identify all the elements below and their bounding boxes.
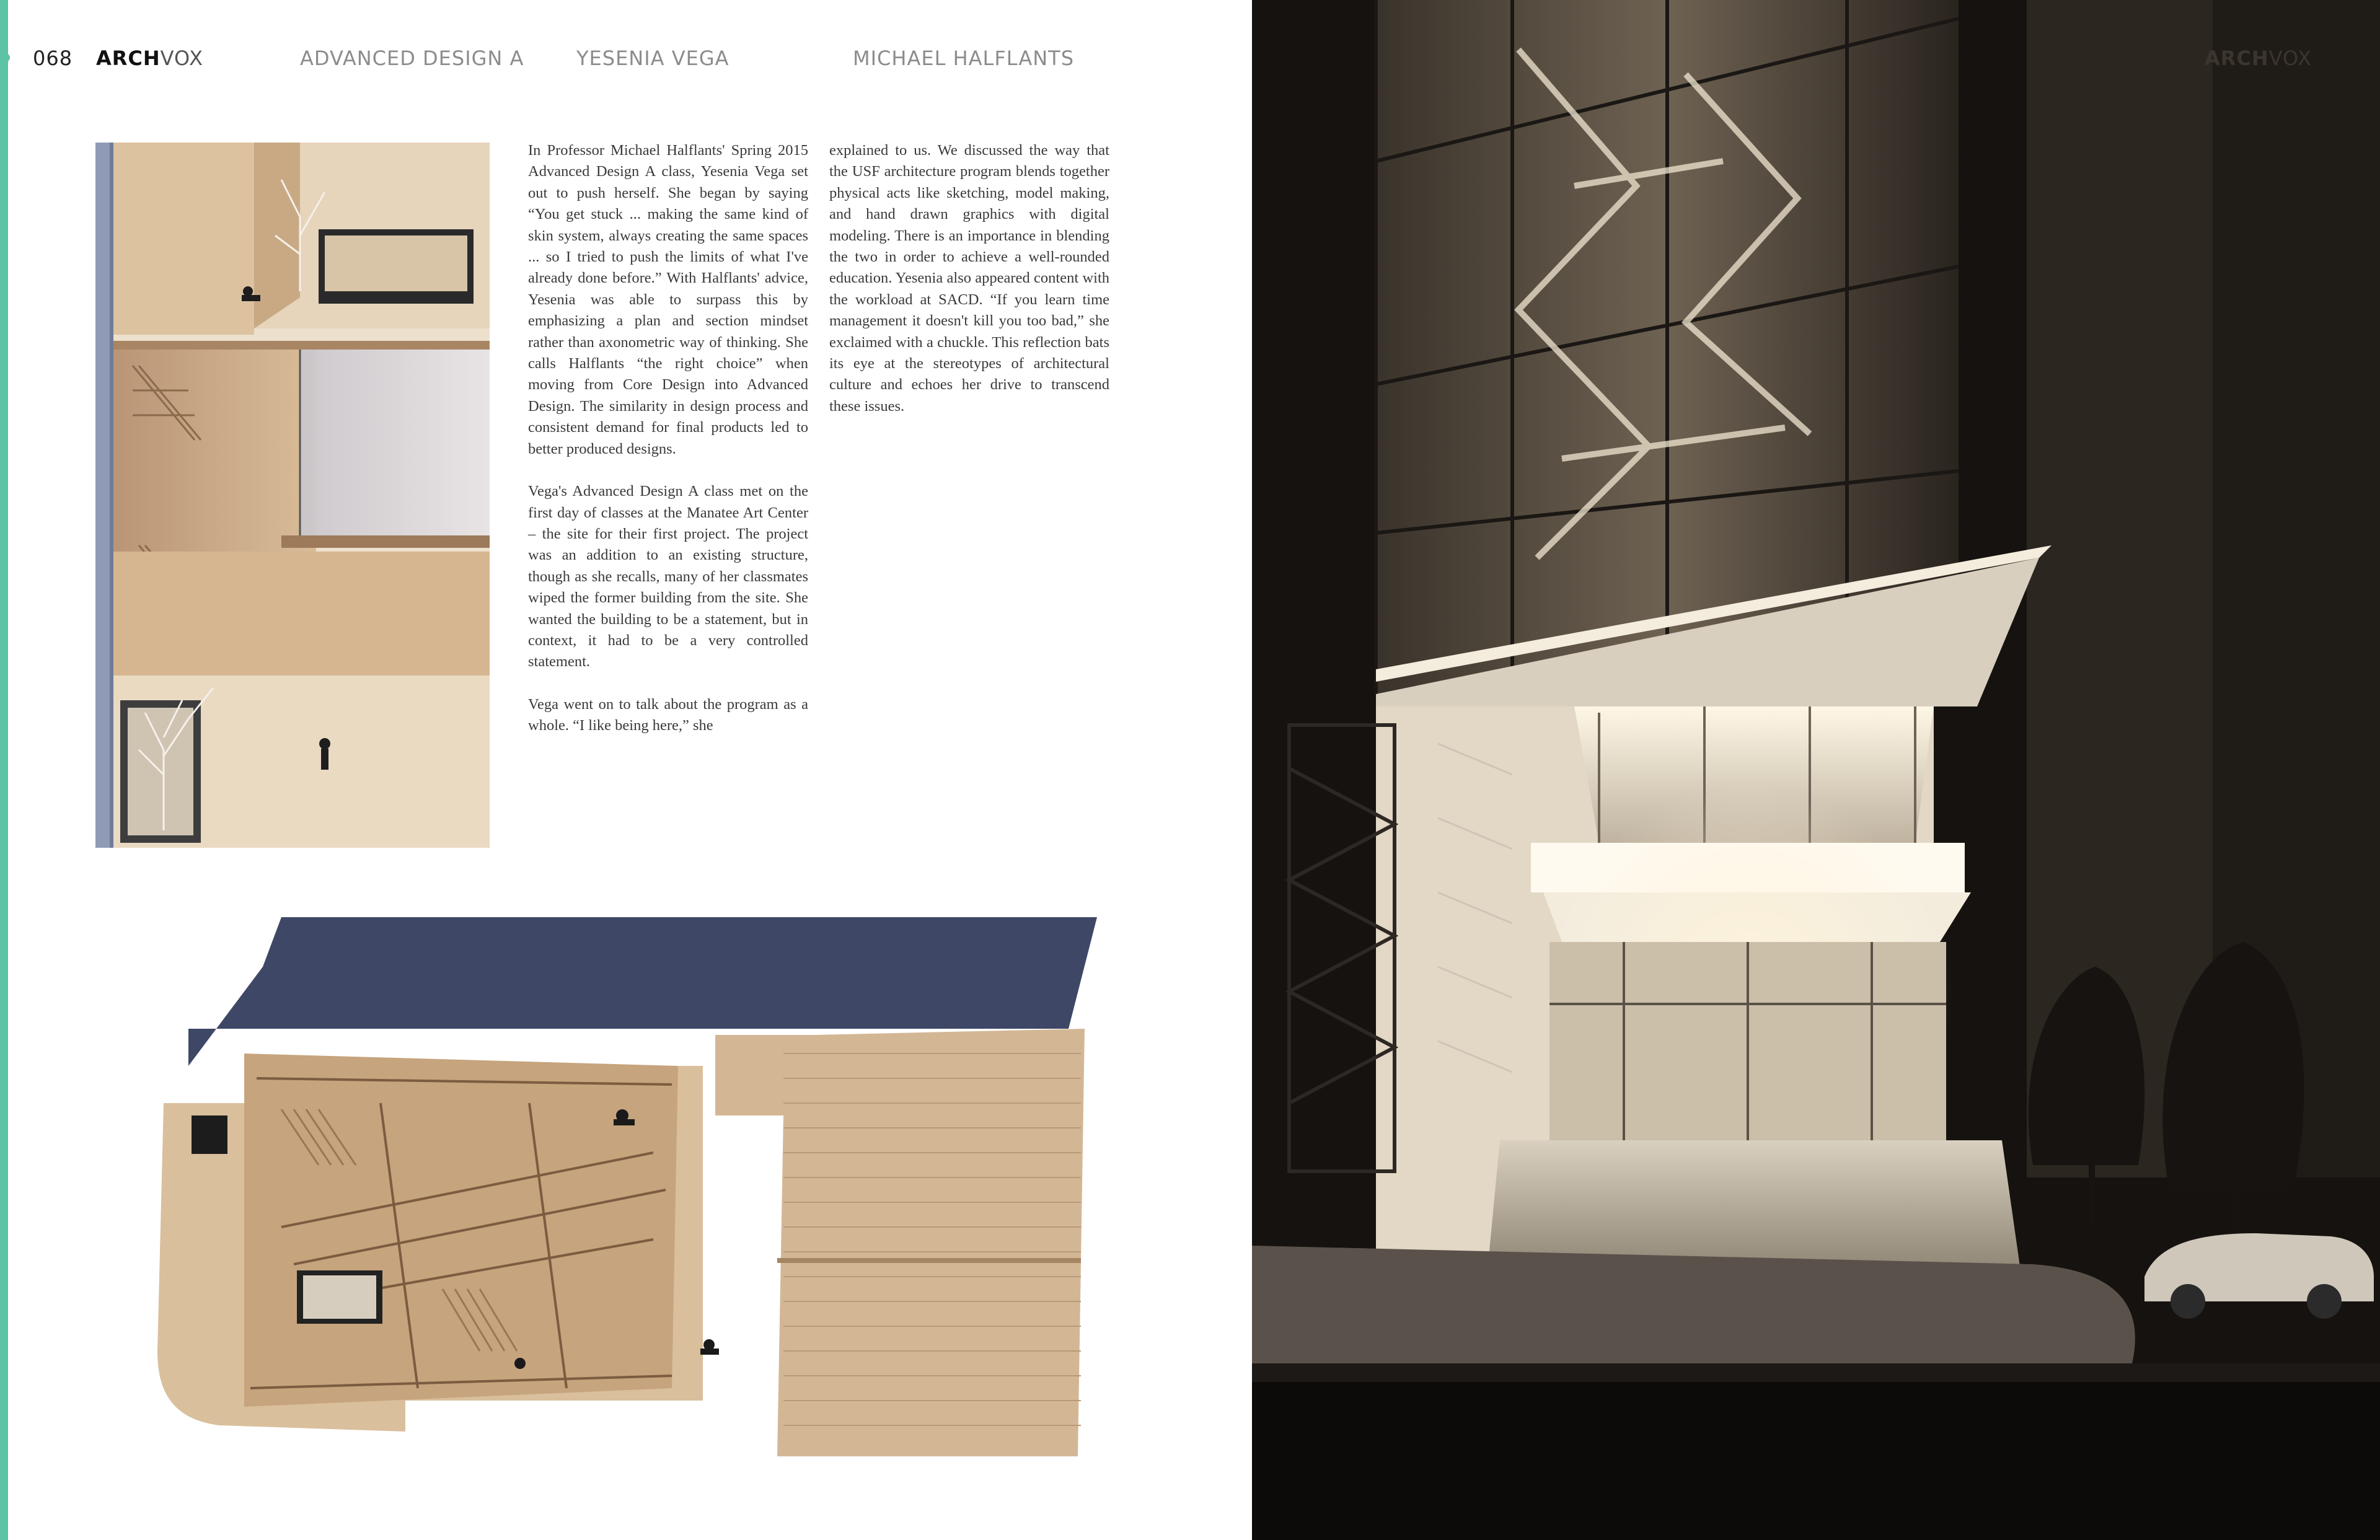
magazine-logo: [96, 43, 203, 73]
article-paragraph-2: Vega's Advanced Design A class met on the first day of classes at the Manatee Art Center – the site for their first project. The project was an addition to an existing structure, though as she recalls, many of her classmates wiped the former building from the site. She wanted the building to be a statement, but in context, it had to be a very controlled statement.: [528, 483, 808, 671]
course-name: ADVANCED DESIGN A: [300, 46, 524, 70]
article-column-2: [829, 140, 1109, 438]
model-photo-plan: [95, 917, 1100, 1537]
accent-bar: [0, 0, 8, 1540]
professor-name: MICHAEL HALFLANTS: [853, 46, 1074, 70]
article-column-1: [528, 140, 808, 758]
page-number: 068: [33, 46, 73, 70]
logo-arch: ARCH: [96, 46, 161, 70]
render-image: [1252, 0, 2380, 1540]
render-logo-vox: VOX: [2268, 46, 2312, 70]
accent-dot: [1, 53, 10, 62]
article-paragraph-3: Vega went on to talk about the program as a whole. “I like being here,” she: [528, 695, 808, 734]
article-paragraph-1: In Professor Michael Halflants' Spring 2015 Advanced Design A class, Yesenia Vega set out to push herself. She began by saying “You get stuck ... making the same kind of skin system, always creating the same spaces ... so I tried to push the limits of what I've already done before.” With Halflants' advice, Yesenia was able to surpass this by emphasizing a plan and section mindset rather than axonometric way of thinking. She calls Halflants “the right choice” when moving from Core Design into Advanced Design. The similarity in design process and consistent demand for final products led to better produced designs.: [528, 142, 808, 457]
article-paragraph-4: explained to us. We discussed the way that the USF architecture program blends together physical acts like sketching, model making, and hand drawn graphics with digital modeling. There is an importance in blending the two in order to achieve a well-rounded education. Yesenia also appeared content with the workload at SACD. “If you learn time management it doesn't kill you too bad,” she exclaimed with a chuckle. This reflection bats its eye at the stereotypes of architectural culture and echoes her drive to transcend these issues.: [829, 142, 1109, 415]
logo-vox: VOX: [160, 46, 204, 70]
model-photo-elevation: [95, 143, 490, 848]
render-logo-arch: ARCH: [2204, 46, 2269, 70]
student-name: YESENIA VEGA: [576, 46, 729, 70]
render-magazine-logo: [2205, 43, 2312, 73]
